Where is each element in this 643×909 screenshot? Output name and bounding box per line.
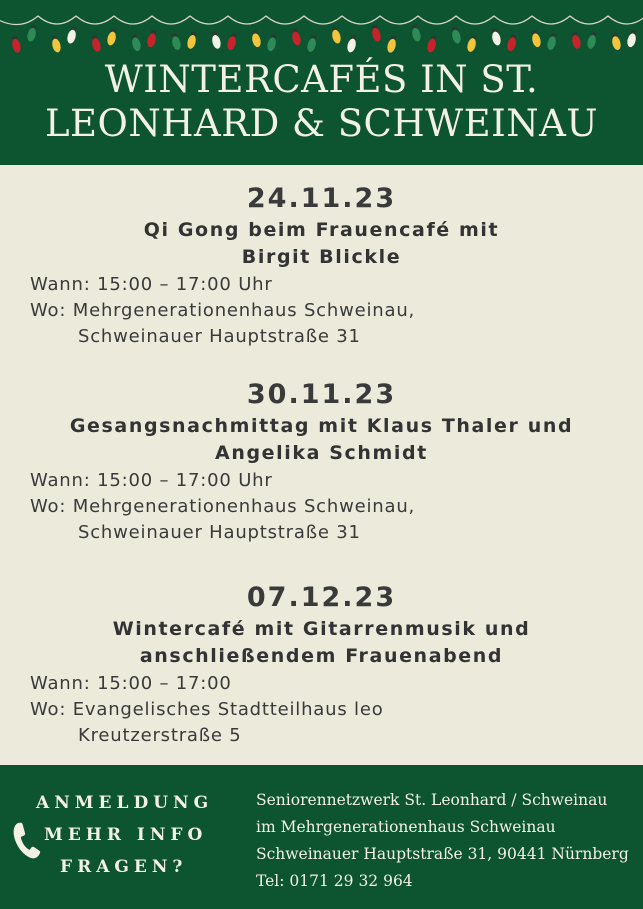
light-bulb	[586, 31, 598, 49]
page-title-line-2: LEONHARD & SCHWEINAU	[44, 102, 599, 145]
light-bulb	[306, 34, 318, 52]
light-bulb	[530, 30, 542, 48]
light-bulb	[330, 26, 342, 44]
event-title-line-1: Wintercafé mit Gitarrenmusik und	[112, 618, 531, 640]
event-title-line-2: Angelika Schmidt	[215, 442, 428, 464]
event-address: Kreutzerstraße 5	[78, 725, 242, 746]
light-bulb	[466, 34, 478, 52]
light-bulb	[266, 34, 278, 52]
event-1	[0, 183, 643, 350]
string-lights-decoration	[0, 0, 643, 60]
event-time: Wann: 15:00 – 17:00	[30, 673, 232, 694]
page-title-line-1: WINTERCAFÉS IN ST.	[104, 58, 539, 101]
event-2	[0, 379, 643, 546]
event-location: Wo: Mehrgenerationenhaus Schweinau,	[30, 496, 416, 517]
light-bulb	[626, 30, 638, 48]
light-bulb	[426, 35, 438, 53]
event-3	[0, 582, 643, 749]
event-date: 30.11.23	[246, 379, 397, 410]
event-time: Wann: 15:00 – 17:00 Uhr	[30, 274, 273, 295]
light-bulb	[610, 33, 622, 51]
light-bulb	[106, 28, 118, 46]
light-bulb	[450, 26, 462, 44]
cta-registration: ANMELDUNG	[36, 793, 214, 813]
contact-address: Schweinauer Hauptstraße 31, 90441 Nürnberg	[256, 845, 629, 863]
light-bulb	[386, 35, 398, 53]
event-title-line-1: Gesangsnachmittag mit Klaus Thaler und	[69, 415, 574, 437]
light-bulb	[226, 33, 238, 51]
light-bulb	[130, 34, 142, 52]
event-time: Wann: 15:00 – 17:00 Uhr	[30, 470, 273, 491]
light-bulb	[26, 24, 38, 42]
phone-icon	[12, 820, 42, 860]
event-date: 24.11.23	[246, 183, 397, 214]
light-bulb	[410, 24, 422, 42]
event-location: Wo: Evangelisches Stadtteilhaus leo	[30, 699, 384, 720]
light-bulb	[50, 35, 62, 53]
light-bulb	[210, 31, 222, 49]
contact-venue: im Mehrgenerationenhaus Schweinau	[256, 818, 556, 836]
light-bulb	[490, 28, 502, 46]
contact-phone: Tel: 0171 29 32 964	[256, 872, 413, 890]
light-bulb	[66, 26, 78, 44]
light-bulb	[10, 35, 22, 53]
light-bulb	[290, 28, 302, 46]
event-address: Schweinauer Hauptstraße 31	[78, 522, 361, 543]
light-bulb	[370, 24, 382, 42]
contact-organization: Seniorennetzwerk St. Leonhard / Schweinau	[256, 791, 608, 809]
light-bulb	[170, 33, 182, 51]
light-bulb	[250, 30, 262, 48]
page-title	[0, 58, 643, 146]
event-title-line-1: Qi Gong beim Frauencafé mit	[143, 219, 500, 241]
event-title-line-2: Birgit Blickle	[241, 246, 402, 268]
contact-info	[256, 787, 629, 895]
light-bulb	[570, 31, 582, 49]
event-title-line-2: anschließendem Frauenabend	[139, 645, 504, 667]
light-bulb	[186, 31, 198, 49]
cta-more-info: MEHR INFO	[44, 825, 208, 845]
light-bulb	[346, 35, 358, 53]
light-bulb	[90, 34, 102, 52]
event-address: Schweinauer Hauptstraße 31	[78, 326, 361, 347]
event-location: Wo: Mehrgenerationenhaus Schweinau,	[30, 300, 416, 321]
event-date: 07.12.23	[246, 582, 397, 613]
light-bulb	[546, 33, 558, 51]
cta-questions: FRAGEN?	[60, 857, 188, 877]
footer	[0, 765, 643, 909]
light-bulb	[146, 30, 158, 48]
light-bulb	[506, 34, 518, 52]
